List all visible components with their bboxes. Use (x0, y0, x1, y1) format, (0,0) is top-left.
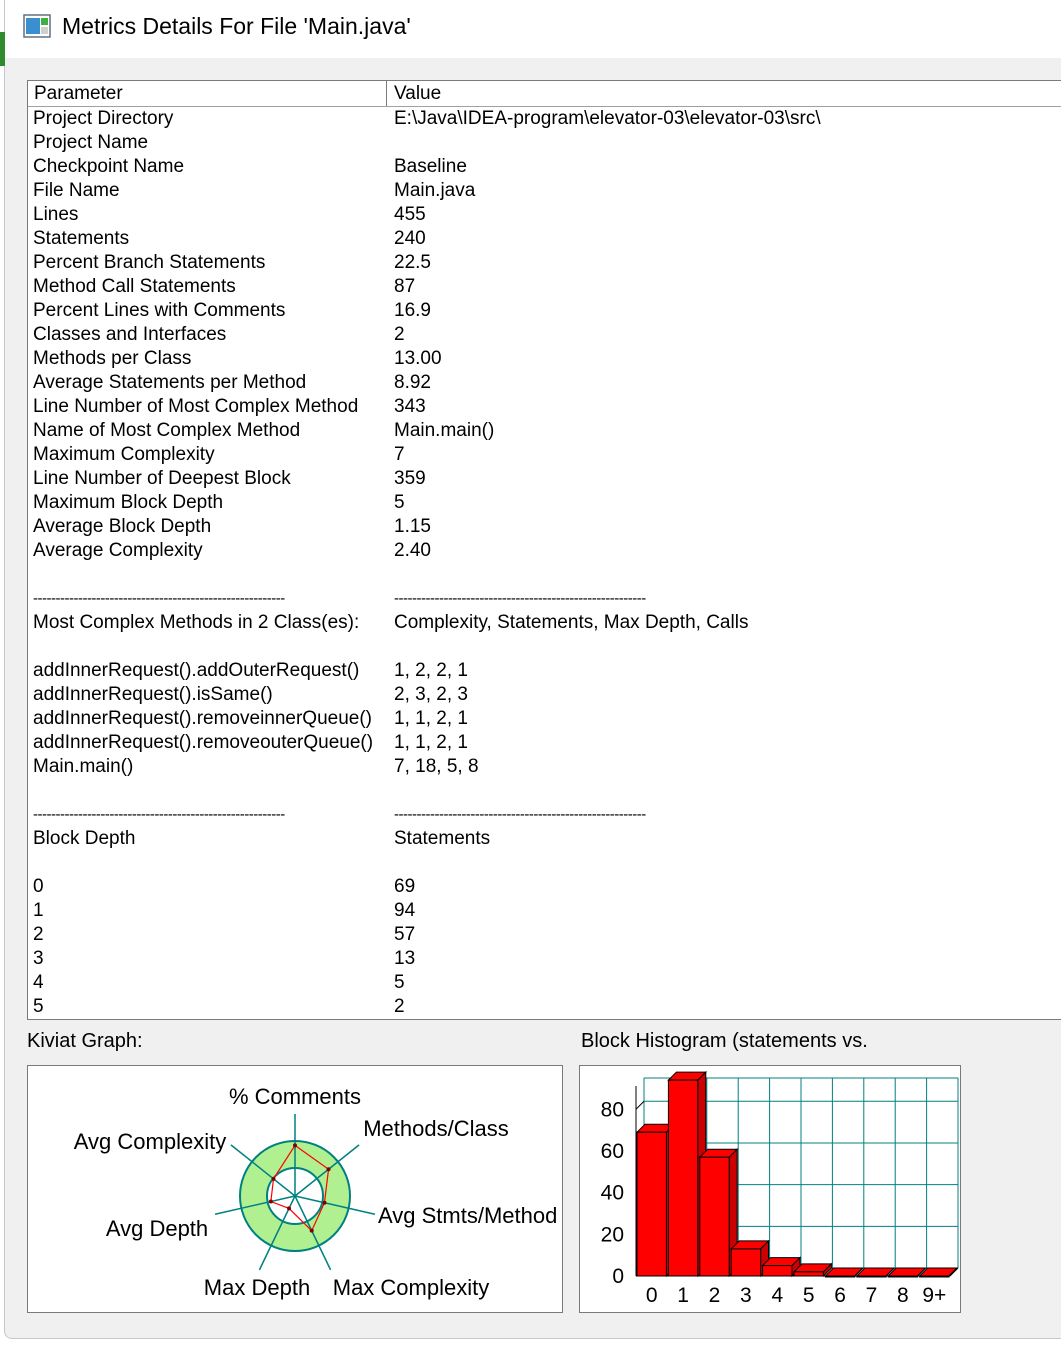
histogram-y-tick-label: 0 (612, 1265, 624, 1288)
table-row[interactable] (28, 443, 1061, 467)
table-row[interactable] (28, 611, 1061, 635)
histogram-bar-front (794, 1272, 823, 1276)
kiviat-point (287, 1206, 291, 1210)
background-window-edge (0, 32, 5, 66)
table-row[interactable] (28, 131, 1061, 155)
table-row[interactable] (28, 851, 1061, 875)
parameter-cell: 5 (33, 996, 44, 1017)
table-row[interactable] (28, 923, 1061, 947)
value-cell: 5 (394, 972, 405, 993)
parameter-cell: Checkpoint Name (33, 156, 185, 177)
parameter-cell: Methods per Class (33, 348, 192, 369)
kiviat-point (327, 1167, 331, 1171)
table-row[interactable] (28, 251, 1061, 275)
histogram-y-tick-label: 80 (600, 1098, 624, 1122)
kiviat-point (322, 1201, 326, 1205)
histogram-side-tick (636, 1101, 644, 1109)
histogram-bar-front (763, 1266, 792, 1276)
value-cell: 455 (394, 204, 426, 225)
parameter-cell: Most Complex Methods in 2 Class(es): (33, 612, 360, 633)
table-row[interactable] (28, 779, 1061, 803)
kiviat-axis-label: Avg Stmts/Method (378, 1203, 558, 1228)
parameter-cell: Name of Most Complex Method (33, 420, 301, 441)
histogram-bar-front (920, 1276, 949, 1277)
parameter-cell: Project Directory (33, 108, 174, 129)
value-cell: -------------------------------------------------------- (394, 590, 646, 607)
value-cell: 94 (394, 900, 416, 921)
value-cell: 16.9 (394, 300, 431, 321)
histogram-x-tick-label: 8 (897, 1284, 909, 1307)
histogram-x-tick-label: 0 (645, 1284, 658, 1307)
parameter-cell: Percent Lines with Comments (33, 300, 286, 321)
table-row[interactable] (28, 107, 1061, 131)
table-row[interactable] (28, 635, 1061, 659)
table-row[interactable] (28, 179, 1061, 203)
parameter-cell: -------------------------------------------------------- (33, 806, 285, 823)
histogram-bar-top (857, 1268, 894, 1276)
kiviat-axis-label: Avg Depth (105, 1216, 209, 1241)
histogram-bar-front (637, 1132, 666, 1276)
histogram-y-tick-label: 40 (600, 1181, 624, 1205)
value-cell: 359 (394, 468, 426, 489)
histogram-x-tick-label: 7 (865, 1284, 878, 1307)
parameter-cell: 4 (33, 972, 44, 993)
table-row[interactable] (28, 995, 1061, 1019)
table-row[interactable] (28, 755, 1061, 779)
parameter-cell: Statements (33, 228, 130, 249)
value-cell: 57 (394, 924, 416, 945)
parameter-cell: Block Depth (33, 828, 136, 849)
parameter-cell: addInnerRequest().removeouterQueue() (33, 732, 374, 753)
value-cell: 343 (394, 396, 426, 417)
kiviat-axis-label: Max Complexity (332, 1275, 490, 1300)
kiviat-axis-label: Max Depth (203, 1275, 311, 1300)
block-histogram-svg (580, 1066, 960, 1312)
kiviat-point (310, 1229, 314, 1233)
value-cell: 7, 18, 5, 8 (394, 756, 479, 777)
value-cell: Main.main() (394, 420, 495, 441)
value-cell: 1, 1, 2, 1 (394, 708, 468, 729)
kiviat-axis-label: % Comments (228, 1084, 362, 1109)
table-row[interactable] (28, 731, 1061, 755)
table-row[interactable] (28, 659, 1061, 683)
value-cell: Complexity, Statements, Max Depth, Calls (394, 612, 749, 633)
separator-row[interactable] (28, 587, 1061, 611)
table-rows (28, 107, 1061, 1019)
parameter-cell: 3 (33, 948, 44, 969)
histogram-bar-front (700, 1157, 729, 1276)
value-cell: 2, 3, 2, 3 (394, 684, 468, 705)
histogram-bar-front (668, 1080, 697, 1276)
parameter-cell: Average Statements per Method (33, 372, 307, 393)
value-cell: Statements (394, 828, 491, 849)
kiviat-point (293, 1143, 297, 1147)
table-row[interactable] (28, 827, 1061, 851)
table-row[interactable] (28, 467, 1061, 491)
value-cell: 69 (394, 876, 416, 897)
value-cell: 7 (394, 444, 405, 465)
table-row[interactable] (28, 899, 1061, 923)
value-cell: 1, 1, 2, 1 (394, 732, 468, 753)
block-histogram-label: Block Histogram (statements vs. (581, 1030, 868, 1052)
kiviat-point (271, 1177, 275, 1181)
parameter-cell: Average Complexity (33, 540, 203, 561)
metrics-table[interactable] (27, 80, 1061, 1020)
histogram-bar-top (888, 1268, 925, 1276)
table-row[interactable] (28, 707, 1061, 731)
kiviat-axis-label: Avg Complexity (73, 1129, 227, 1154)
histogram-y-tick-label: 60 (600, 1139, 624, 1163)
histogram-y-tick-label: 20 (600, 1223, 624, 1247)
value-cell: 2 (394, 324, 405, 345)
parameter-cell: Maximum Complexity (33, 444, 215, 465)
value-cell: 1.15 (394, 516, 431, 537)
histogram-bar-top (825, 1268, 862, 1276)
histogram-bar (794, 1264, 831, 1276)
histogram-bar-front (857, 1276, 886, 1277)
histogram-x-tick-label: 1 (677, 1284, 689, 1307)
parameter-cell: Method Call Statements (33, 276, 236, 297)
block-histogram (579, 1065, 961, 1313)
column-header-parameter[interactable]: Parameter (28, 81, 387, 106)
value-cell: 13.00 (394, 348, 442, 369)
histogram-x-tick-label: 4 (771, 1284, 784, 1307)
table-row[interactable] (28, 875, 1061, 899)
parameter-cell: Main.main() (33, 756, 134, 777)
table-row[interactable] (28, 539, 1061, 563)
table-row[interactable] (28, 491, 1061, 515)
separator-row[interactable] (28, 803, 1061, 827)
kiviat-graph-svg (28, 1066, 562, 1312)
table-row[interactable] (28, 275, 1061, 299)
value-cell: Baseline (394, 156, 467, 177)
parameter-cell: 2 (33, 924, 44, 945)
parameter-cell: addInnerRequest().addOuterRequest() (33, 660, 360, 681)
table-row[interactable] (28, 683, 1061, 707)
value-cell: 1, 2, 2, 1 (394, 660, 468, 681)
parameter-cell: Classes and Interfaces (33, 324, 227, 345)
parameter-cell: Lines (33, 204, 79, 225)
histogram-x-tick-label: 6 (834, 1284, 846, 1307)
parameter-cell: Percent Branch Statements (33, 252, 266, 273)
table-row[interactable] (28, 227, 1061, 251)
value-cell: 8.92 (394, 372, 431, 393)
table-row[interactable] (28, 947, 1061, 971)
kiviat-point (269, 1200, 273, 1204)
histogram-bar-front (825, 1276, 854, 1277)
histogram-x-tick-label: 9+ (922, 1284, 947, 1307)
table-row[interactable] (28, 419, 1061, 443)
value-cell: 13 (394, 948, 416, 969)
table-row[interactable] (28, 299, 1061, 323)
table-row[interactable] (28, 515, 1061, 539)
parameter-cell: Line Number of Most Complex Method (33, 396, 359, 417)
histogram-bar-front (731, 1249, 760, 1276)
table-header (28, 81, 1061, 107)
value-cell: 240 (394, 228, 426, 249)
table-row[interactable] (28, 347, 1061, 371)
window-title: Metrics Details For File 'Main.java' (62, 13, 411, 39)
value-cell: -------------------------------------------------------- (394, 806, 646, 823)
column-header-value[interactable]: Value (394, 83, 442, 104)
histogram-x-tick-label: 5 (802, 1284, 815, 1307)
table-row[interactable] (28, 563, 1061, 587)
value-cell: 2 (394, 996, 405, 1017)
kiviat-graph-label: Kiviat Graph: (27, 1030, 143, 1052)
value-cell: 2.40 (394, 540, 431, 561)
parameter-cell: 0 (33, 876, 44, 897)
app-icon (23, 14, 51, 38)
title-bar (5, 0, 1061, 58)
value-cell: 5 (394, 492, 405, 513)
table-row[interactable] (28, 155, 1061, 179)
histogram-bar (920, 1268, 957, 1277)
histogram-bar-front (888, 1276, 917, 1277)
value-cell: 22.5 (394, 252, 431, 273)
table-row[interactable] (28, 203, 1061, 227)
value-cell: E:\Java\IDEA-program\elevator-03\elevator-03\src\ (394, 108, 821, 129)
kiviat-axis-label: Methods/Class (363, 1116, 509, 1141)
kiviat-graph (27, 1065, 563, 1313)
histogram-x-tick-label: 3 (740, 1284, 752, 1307)
parameter-cell: File Name (33, 180, 120, 201)
value-cell: 87 (394, 276, 416, 297)
parameter-cell: addInnerRequest().removeinnerQueue() (33, 708, 373, 729)
parameter-cell: Maximum Block Depth (33, 492, 224, 513)
table-row[interactable] (28, 395, 1061, 419)
parameter-cell: Project Name (33, 132, 149, 153)
parameter-cell: 1 (33, 900, 44, 921)
parameter-cell: -------------------------------------------------------- (33, 590, 285, 607)
parameter-cell: Line Number of Deepest Block (33, 468, 291, 489)
histogram-x-tick-label: 2 (708, 1284, 721, 1307)
table-row[interactable] (28, 323, 1061, 347)
table-row[interactable] (28, 371, 1061, 395)
parameter-cell: addInnerRequest().isSame() (33, 684, 273, 705)
parameter-cell: Average Block Depth (33, 516, 212, 537)
table-row[interactable] (28, 971, 1061, 995)
value-cell: Main.java (394, 180, 476, 201)
